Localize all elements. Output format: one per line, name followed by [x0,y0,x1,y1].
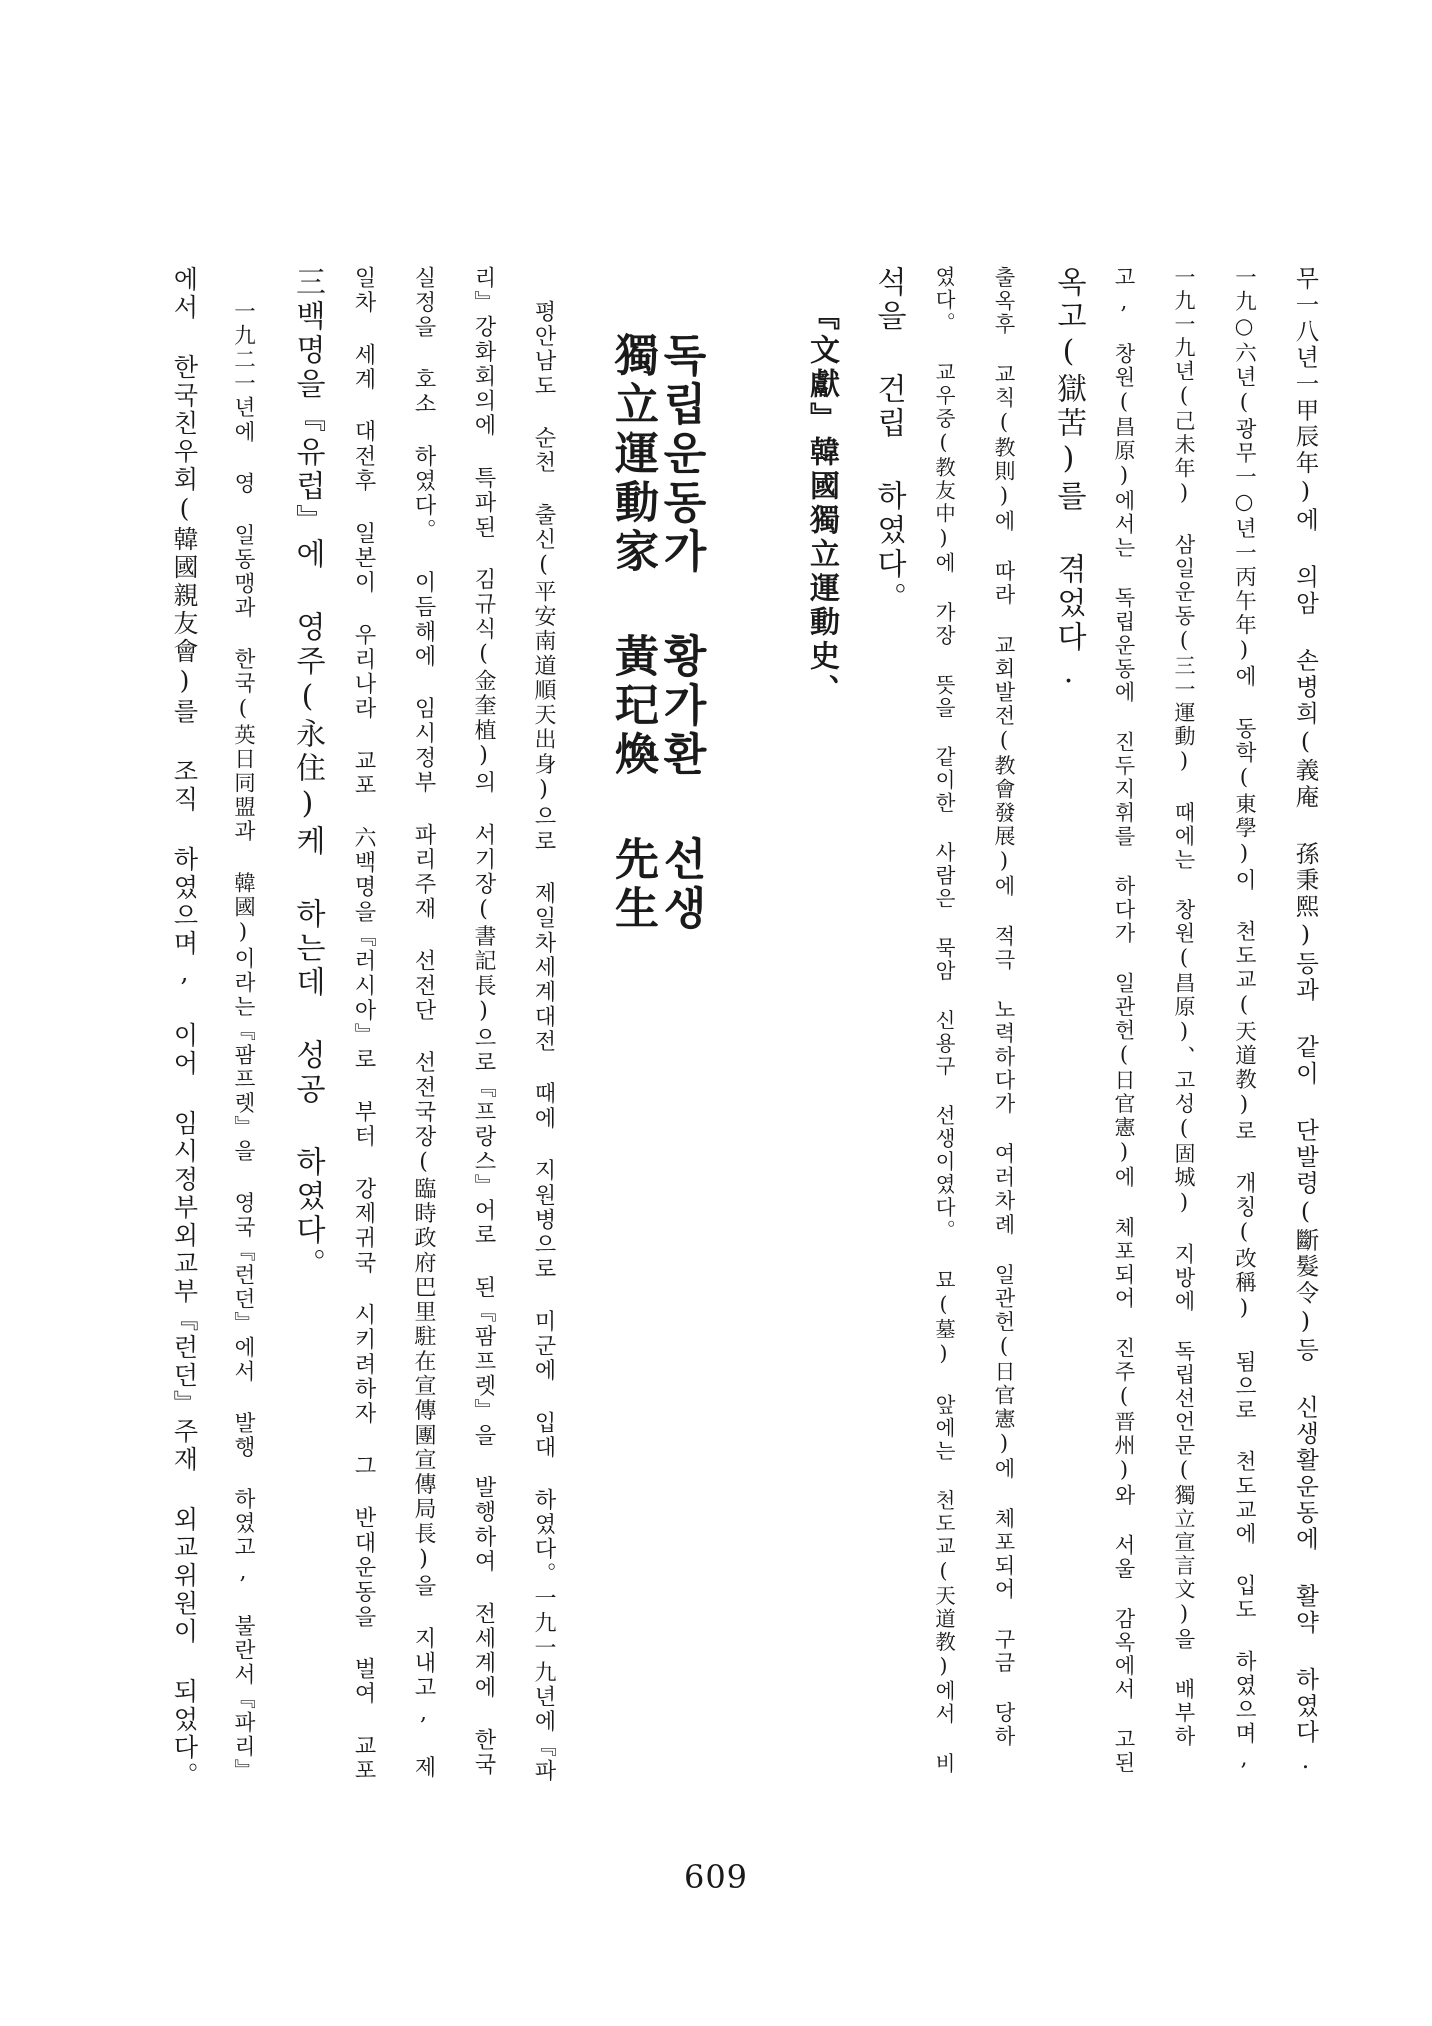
section2-line-3: 실정을 호소 하였다。 이듬해에 임시정부 파리주재 선전단 선전국장(臨時政府巴里駐在宣傳團宣傳局長)을 지내고, 제 [411,266,436,1781]
section1-line-8: 석을 건립 하였다。 [871,266,906,616]
section2-line-1: 평안남도 순천 출신(平安南道順天出身)으로 제일차세계대전 때에 지원병으로 미군에 입대 하였다。一九一九년에『파 [531,300,556,1784]
source-citation: 『文獻』韓國獨立運動史、 [804,300,839,708]
section2-line-2: 리』강화회의에 특파된 김규식(金奎植)의 서기장(書記長)으로『프랑스』어로 된『팜프렛』을 발행하여 전세계에 한국 [471,266,496,1778]
section1-line-6: 출옥후 교칙(教則)에 따라 교회발전(教會發展)에 적극 노력하다가 여러차례 일관헌(日官憲)에 체포되어 구금 당하 [992,266,1016,1749]
section2-heading-korean: 독립운동가 황가환 선생 [655,332,706,934]
section2-line-5: 三백명을『유럽』에 영주(永住)케 하는데 성공 하였다。 [290,266,325,1282]
section2-heading-hanja: 獨立運動家 黃玘煥 先生 [607,332,658,934]
section2-line-6: 一九二一년에 영 일동맹과 한국(英日同盟과 韓國)이라는『팜프렛』을 영국『런던』에서 발행 하였고, 불란서『파리』 [230,300,256,1784]
section1-line-2: 一九○六년(광무一○년一丙午年)에 동학(東學)이 천도교(天道教)로 개칭(改稱) 됨으로 천도교에 입도 하였으며, [1231,266,1257,1774]
section1-line-4: 고, 창원(昌原)에서는 독립운동에 진두지휘를 하다가 일관헌(日官憲)에 체포되어 진주(晋州)와 서울 감옥에서 고된 [1112,266,1136,1776]
section1-line-5: 옥고(獄苦)를 겪었다. [1051,266,1086,694]
section1-line-7: 였다。 교우중(教友中)에 가장 뜻을 같이한 사람은 묵암 신용구 선생이였다。 묘(墓) 앞에는 천도교(天道教)에서 비 [931,266,956,1776]
section1-line-3: 一九一九년(己未年) 삼일운동(三一運動) 때에는 창원(昌原)、고성(固城) 지방에 독립선언문(獨立宣言文)을 배부하 [1172,266,1196,1749]
page-number: 609 [683,1858,749,1896]
section1-line-1: 무一八년一甲辰年)에 의암 손병희(義庵 孫秉熙)등과 같이 단발령(斷髮令)등 신생활운동에 활약 하였다. [1291,266,1320,1777]
section2-line-4: 일차 세계 대전후 일본이 우리나라 교포 六백명을『러시아』로 부터 강제귀국 시키려하자 그 반대운동을 벌여 교포 [351,266,376,1784]
section2-line-7: 에서 한국친우회(韓國親友會)를 조직 하였으며, 이어 임시정부외교부『런던』주재 외교위원이 되었다。 [170,266,199,1790]
